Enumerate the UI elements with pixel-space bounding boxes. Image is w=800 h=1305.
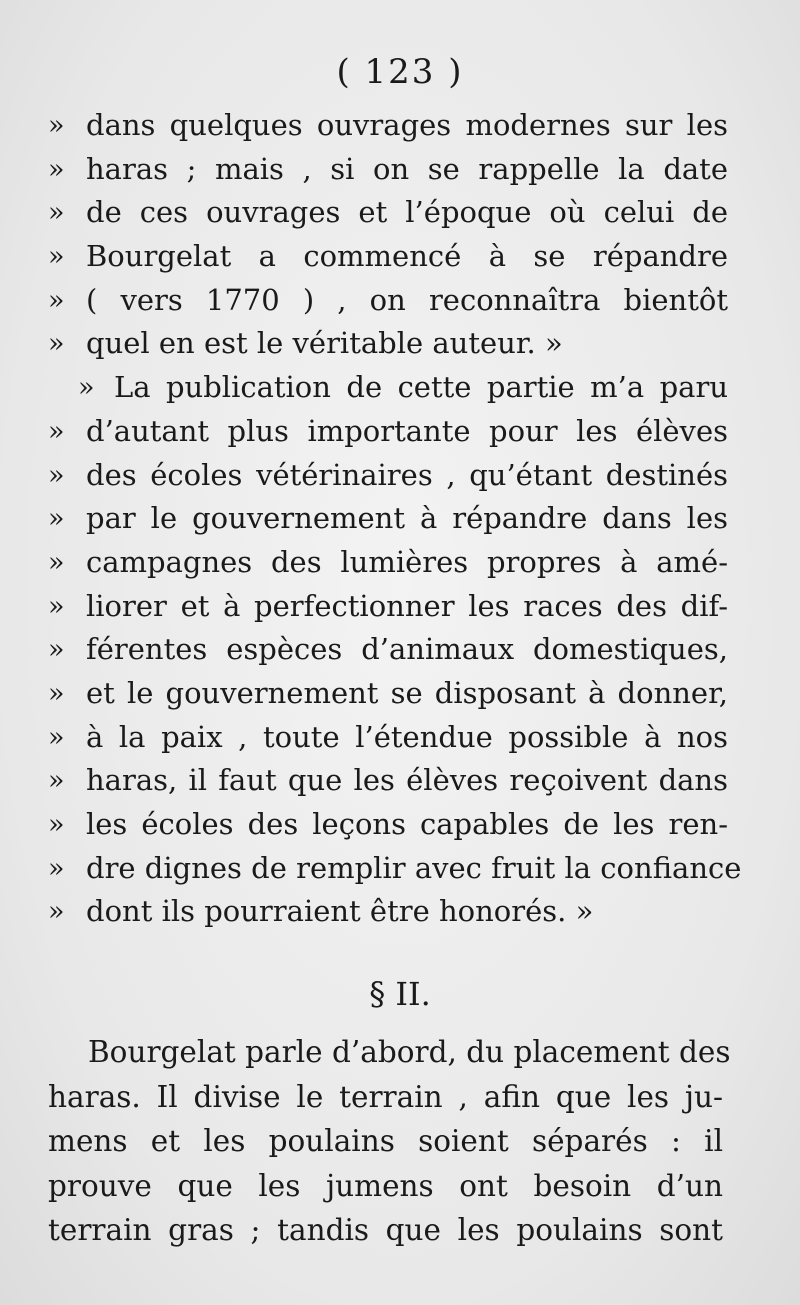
- quote-line-text: campagnes des lumières propres à amé-: [86, 544, 728, 579]
- body-line: haras. Il divise le terrain , afin que les ju-: [48, 1079, 723, 1114]
- quote-mark: »: [48, 546, 65, 578]
- quote-line: [48, 672, 728, 716]
- quote-line-text: dans quelques ouvrages modernes sur les: [86, 108, 728, 142]
- quote-line-text: ( vers 1770 ) , on reconnaîtra bientôt: [86, 282, 728, 317]
- quote-line: [48, 322, 728, 366]
- quote-line: [48, 847, 742, 891]
- quote-line: [48, 803, 728, 847]
- quote-mark: »: [78, 372, 95, 404]
- quote-line-text: La publication de cette partie m’a paru: [114, 370, 728, 405]
- quote-mark: »: [48, 503, 65, 535]
- quote-line-text: d’autant plus importante pour les élèves: [86, 413, 728, 448]
- quote-line-text: dre dignes de remplir avec fruit la confiance: [86, 850, 742, 885]
- section-heading: § II.: [369, 975, 431, 1013]
- quote-line-text: Bourgelat a commencé à se répandre: [86, 239, 728, 274]
- quote-line: [48, 628, 728, 672]
- quote-line: [48, 148, 728, 192]
- quote-line-text: par le gouvernement à répandre dans les: [86, 501, 728, 536]
- quote-line-text: et le gouvernement se disposant à donner,: [86, 675, 728, 710]
- body-line: Bourgelat parle d’abord, du placement des: [88, 1035, 731, 1069]
- quote-line-text: haras, il faut que les élèves reçoivent dans: [86, 763, 728, 798]
- quote-mark: »: [48, 765, 65, 797]
- quote-mark: »: [48, 197, 65, 229]
- quote-line: [48, 191, 728, 235]
- quote-line-text: des écoles vétérinaires , qu’étant destinés: [86, 457, 728, 492]
- quote-mark: »: [48, 677, 65, 709]
- quote-mark: »: [48, 284, 65, 316]
- quote-line: [48, 235, 728, 279]
- quote-mark: »: [48, 896, 65, 928]
- quoted-passage: [48, 104, 742, 934]
- quote-line-text: dont ils pourraient être honorés. »: [86, 894, 594, 929]
- quote-line-text: liorer et à perfectionner les races des dif-: [86, 588, 728, 623]
- quote-mark: »: [48, 459, 65, 491]
- quote-mark: »: [48, 110, 65, 141]
- body-line: mens et les poulains soient séparés : il: [48, 1124, 723, 1158]
- quote-line-text: férentes espèces d’animaux domestiques,: [86, 632, 728, 667]
- quote-line: [48, 497, 728, 541]
- quote-line: [48, 410, 728, 454]
- quote-mark: »: [48, 721, 65, 753]
- body-line: terrain gras ; tandis que les poulains sont: [48, 1213, 723, 1247]
- body-line: prouve que les jumens ont besoin d’un: [48, 1168, 723, 1203]
- quote-line: [48, 890, 728, 934]
- quote-line: [48, 366, 728, 410]
- quote-line: [48, 585, 728, 629]
- quote-line: [48, 716, 728, 760]
- page-number: ( 123 ): [336, 52, 464, 92]
- quote-line: [48, 759, 728, 803]
- body-paragraph: [48, 1030, 731, 1253]
- quote-mark: »: [48, 153, 65, 185]
- quote-mark: »: [48, 634, 65, 666]
- quote-mark: »: [48, 241, 65, 273]
- quote-mark: »: [48, 809, 65, 840]
- quote-mark: »: [48, 852, 65, 884]
- quote-line: [48, 104, 728, 148]
- quote-line-text: les écoles des leçons capables de les ren-: [86, 807, 728, 841]
- quote-line-text: quel en est le véritable auteur. »: [86, 326, 563, 361]
- quote-mark: »: [48, 415, 65, 447]
- quote-line: [48, 454, 728, 498]
- quote-line-text: à la paix , toute l’étendue possible à nos: [86, 719, 728, 754]
- quote-line: [48, 541, 728, 585]
- quote-mark: »: [48, 590, 65, 622]
- quote-line-text: haras ; mais , si on se rappelle la date: [86, 151, 728, 186]
- quote-mark: »: [48, 328, 65, 360]
- quote-line: [48, 279, 728, 323]
- quote-line-text: de ces ouvrages et l’époque où celui de: [86, 195, 728, 230]
